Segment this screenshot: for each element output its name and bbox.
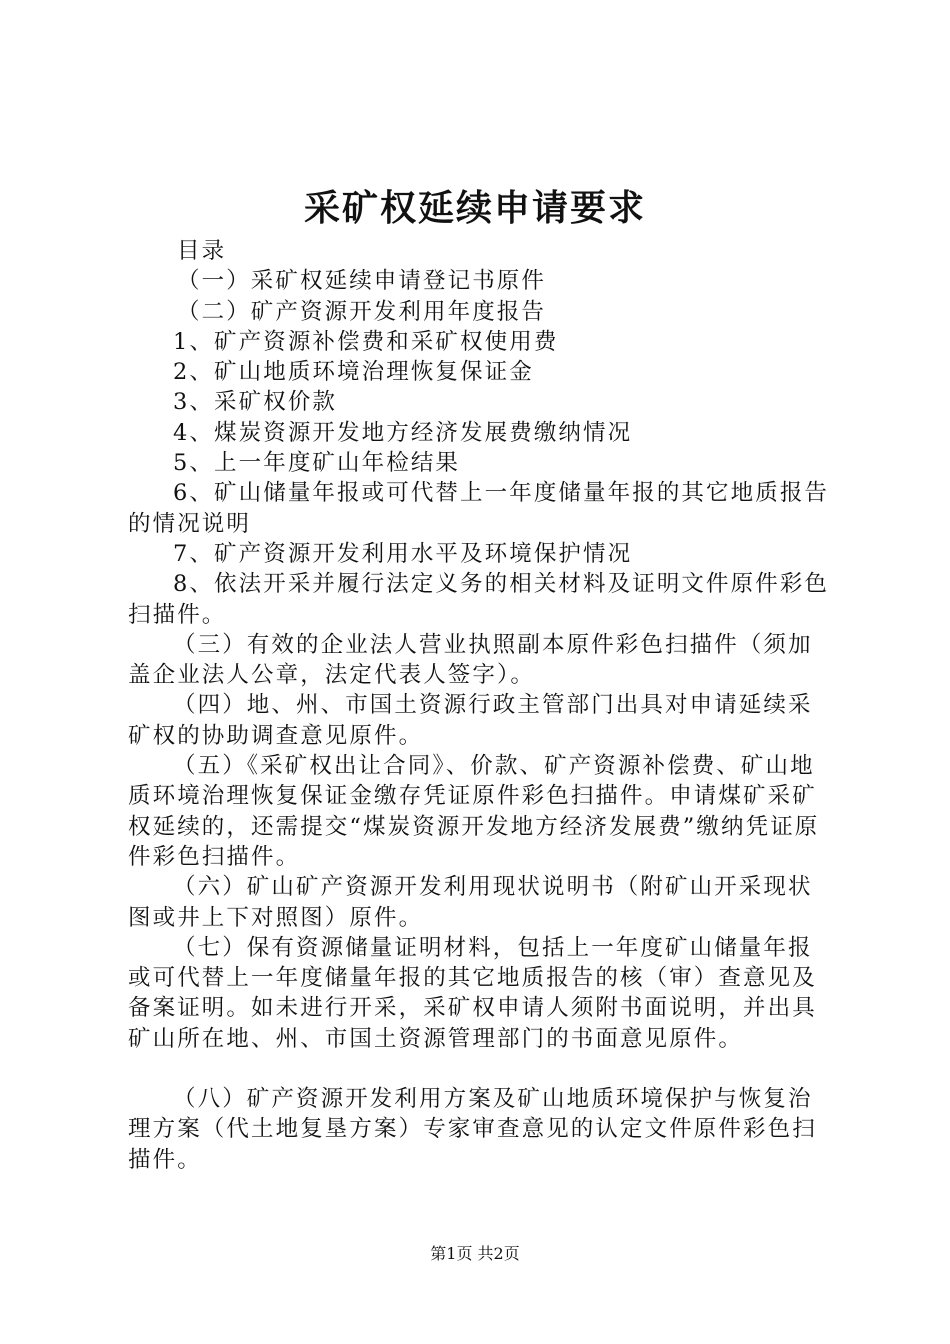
paragraph-1: （一）采矿权延续申请登记书原件 <box>177 268 547 295</box>
paragraph-2: （二）矿产资源开发利用年度报告 <box>177 298 547 325</box>
paragraph-10: 8、依法开采并履行法定义务的相关材料及证明文件原件彩色扫描件。 <box>128 571 830 628</box>
paragraph-12: （四）地、州、市国土资源行政主管部门出具对申请延续采矿权的协助调查意见原件。 <box>128 692 813 749</box>
paragraph-4: 2、矿山地质环境治理恢复保证金 <box>173 359 534 386</box>
paragraph-14: （六）矿山矿产资源开发利用现状说明书（附矿山开采现状图或井上下对照图）原件。 <box>128 874 813 931</box>
paragraph-13: （五）《采矿权出让合同》、价款、矿产资源补偿费、矿山地质环境治理恢复保证金缴存凭证原件彩色扫描件。申请煤矿采矿权延续的，还需提交“煤炭资源开发地方经济发展费”缴纳凭证原件彩色扫描件。 <box>128 753 820 870</box>
toc-label: 目录 <box>177 238 227 264</box>
paragraph-6: 4、煤炭资源开发地方经济发展费缴纳情况 <box>173 419 633 446</box>
paragraph-9: 7、矿产资源开发利用水平及环境保护情况 <box>173 540 633 567</box>
paragraph-16: （八）矿产资源开发利用方案及矿山地质环境保护与恢复治理方案（代土地复垦方案）专家审查意见的认定文件原件彩色扫描件。 <box>128 1086 817 1173</box>
paragraph-3: 1、矿产资源补偿费和采矿权使用费 <box>173 328 559 355</box>
paragraph-5: 3、采矿权价款 <box>173 389 338 416</box>
paragraph-8: 6、矿山储量年报或可代替上一年度储量年报的其它地质报告的情况说明 <box>128 480 830 537</box>
page-footer: 第1页 共2页 <box>430 1244 520 1263</box>
document-body <box>128 236 834 1175</box>
paragraph-7: 5、上一年度矿山年检结果 <box>173 450 461 477</box>
paragraph-11: （三）有效的企业法人营业执照副本原件彩色扫描件（须加盖企业法人公章，法定代表人签字）。 <box>128 631 813 689</box>
document-title: 采矿权延续申请要求 <box>303 187 646 229</box>
paragraph-15: （七）保有资源储量证明材料，包括上一年度矿山储量年报或可代替上一年度储量年报的其它地质报告的核（审）查意见及备案证明。如未进行开采，采矿权申请人须附书面说明，并出具矿山所在地、州、市国土资源管理部门的书面意见原件。 <box>128 934 817 1052</box>
